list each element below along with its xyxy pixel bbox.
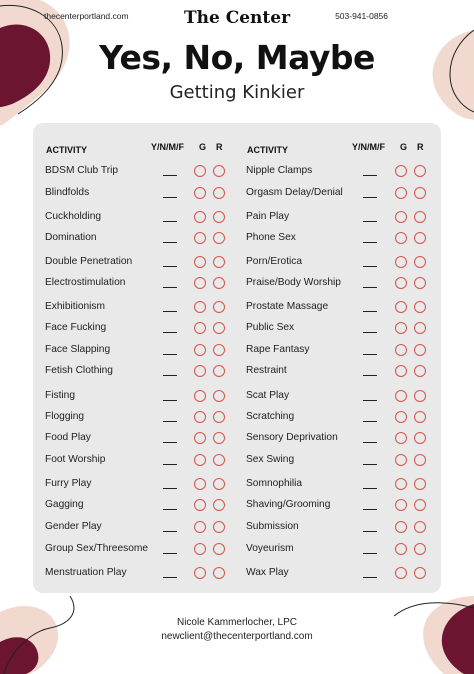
r-checkbox[interactable] — [414, 187, 426, 199]
activity-label: Face Slapping — [45, 344, 111, 355]
activity-label: Praise/Body Worship — [246, 277, 341, 288]
r-checkbox[interactable] — [414, 454, 426, 466]
g-header-left: G — [199, 142, 207, 152]
ynmf-answer-blank[interactable] — [363, 354, 377, 355]
ynmf-answer-blank[interactable] — [363, 266, 377, 267]
activity-label: Prostate Massage — [246, 301, 329, 312]
activity-row-right — [33, 301, 441, 317]
header — [0, 8, 474, 28]
activity-row-right — [33, 365, 441, 381]
activity-label: Food Play — [45, 432, 91, 443]
r-checkbox[interactable] — [414, 211, 426, 223]
activity-row-right — [33, 454, 441, 470]
activity-row-right — [33, 322, 441, 338]
r-checkbox[interactable] — [414, 165, 426, 177]
activity-label: Somnophilia — [246, 478, 303, 489]
ynmf-answer-blank[interactable] — [363, 464, 377, 465]
ynmf-answer-blank[interactable] — [363, 509, 377, 510]
activity-label: Double Penetration — [45, 256, 133, 267]
ynmf-answer-blank[interactable] — [363, 400, 377, 401]
activity-label: Fisting — [45, 390, 76, 401]
activity-label: Sex Swing — [246, 454, 295, 465]
g-checkbox[interactable] — [395, 365, 407, 377]
g-checkbox[interactable] — [395, 411, 407, 423]
activity-row-right — [33, 432, 441, 448]
g-checkbox[interactable] — [395, 478, 407, 490]
decorative-blob-bottom-left — [0, 582, 100, 674]
r-checkbox[interactable] — [414, 322, 426, 334]
r-header-right: R — [417, 142, 424, 152]
g-checkbox[interactable] — [395, 567, 407, 579]
r-checkbox[interactable] — [414, 390, 426, 402]
activity-label: Gagging — [45, 499, 84, 510]
ynmf-answer-blank[interactable] — [363, 287, 377, 288]
activity-label: Scratching — [246, 411, 295, 422]
ynmf-answer-blank[interactable] — [363, 577, 377, 578]
activity-row-right — [33, 256, 441, 272]
activity-row-right — [33, 232, 441, 248]
g-checkbox[interactable] — [395, 211, 407, 223]
activity-label: Nipple Clamps — [246, 165, 313, 176]
activity-header-left: ACTIVITY — [46, 145, 88, 155]
g-checkbox[interactable] — [395, 543, 407, 555]
activity-label: Pain Play — [246, 211, 290, 222]
g-checkbox[interactable] — [395, 322, 407, 334]
g-checkbox[interactable] — [395, 521, 407, 533]
r-checkbox[interactable] — [414, 232, 426, 244]
activity-row-right — [33, 499, 441, 515]
ynmf-answer-blank[interactable] — [363, 531, 377, 532]
r-header-left: R — [216, 142, 223, 152]
page-title: Yes, No, Maybe — [99, 38, 375, 77]
r-checkbox[interactable] — [414, 478, 426, 490]
activity-row-right — [33, 277, 441, 293]
activity-row-right — [33, 478, 441, 494]
ynmf-answer-blank[interactable] — [363, 375, 377, 376]
g-checkbox[interactable] — [395, 344, 407, 356]
r-checkbox[interactable] — [414, 499, 426, 511]
activity-label: Menstruation Play — [45, 567, 127, 578]
activity-row-right — [33, 211, 441, 227]
ynmf-answer-blank[interactable] — [363, 442, 377, 443]
activity-label: Furry Play — [45, 478, 92, 489]
r-checkbox[interactable] — [414, 411, 426, 423]
activity-row-right — [33, 344, 441, 360]
activity-label: Blindfolds — [45, 187, 90, 198]
website-link[interactable]: thecenterportland.com — [44, 11, 129, 21]
r-checkbox[interactable] — [414, 301, 426, 313]
activity-label: Public Sex — [246, 322, 295, 333]
activity-label: Foot Worship — [45, 454, 106, 465]
g-checkbox[interactable] — [395, 432, 407, 444]
r-checkbox[interactable] — [414, 365, 426, 377]
g-checkbox[interactable] — [395, 454, 407, 466]
activity-row-right — [33, 411, 441, 427]
g-checkbox[interactable] — [395, 187, 407, 199]
g-header-right: G — [400, 142, 408, 152]
ynmf-answer-blank[interactable] — [363, 488, 377, 489]
r-checkbox[interactable] — [414, 256, 426, 268]
activity-label: Group Sex/Threesome — [45, 543, 149, 554]
ynmf-answer-blank[interactable] — [363, 421, 377, 422]
activity-row-right — [33, 187, 441, 203]
activity-label: Submission — [246, 521, 299, 532]
g-checkbox[interactable] — [395, 165, 407, 177]
activity-label: Orgasm Delay/Denial — [246, 187, 343, 198]
brand-logo: The Center — [183, 8, 291, 28]
r-checkbox[interactable] — [414, 344, 426, 356]
checklist-card — [33, 123, 441, 593]
activity-row-right — [33, 165, 441, 181]
activity-label: Restraint — [246, 365, 287, 376]
ynmf-answer-blank[interactable] — [363, 332, 377, 333]
activity-label: Fetish Clothing — [45, 365, 113, 376]
activity-label: Face Fucking — [45, 322, 107, 333]
r-checkbox[interactable] — [414, 521, 426, 533]
activity-row-right — [33, 567, 441, 583]
ynmf-answer-blank[interactable] — [363, 197, 377, 198]
activity-label: Flogging — [45, 411, 85, 422]
g-checkbox[interactable] — [395, 499, 407, 511]
footer-email[interactable]: newclient@thecenterportland.com — [161, 631, 313, 642]
ynmf-answer-blank[interactable] — [363, 553, 377, 554]
r-checkbox[interactable] — [414, 277, 426, 289]
ynmf-answer-blank[interactable] — [363, 311, 377, 312]
page-subtitle: Getting Kinkier — [169, 82, 305, 103]
activity-label: BDSM Club Trip — [45, 165, 119, 176]
activity-label: Wax Play — [246, 567, 289, 578]
ynmf-answer-blank[interactable] — [363, 221, 377, 222]
activity-label: Scat Play — [246, 390, 290, 401]
activity-label: Gender Play — [45, 521, 102, 532]
activity-label: Domination — [45, 232, 97, 243]
g-checkbox[interactable] — [395, 256, 407, 268]
r-checkbox[interactable] — [414, 432, 426, 444]
activity-label: Exhibitionism — [45, 301, 106, 312]
activity-label: Porn/Erotica — [246, 256, 303, 267]
activity-header-right: ACTIVITY — [247, 145, 289, 155]
footer-name: Nicole Kammerlocher, LPC — [176, 617, 298, 628]
activity-row-right — [33, 521, 441, 537]
ynmf-answer-blank[interactable] — [363, 242, 377, 243]
phone-number: 503-941-0856 — [335, 11, 388, 21]
activity-label: Sensory Deprivation — [246, 432, 338, 443]
activity-row-right — [33, 390, 441, 406]
ynmf-header-right: Y/N/M/F — [352, 142, 385, 152]
g-checkbox[interactable] — [395, 390, 407, 402]
g-checkbox[interactable] — [395, 277, 407, 289]
activity-label: Voyeurism — [246, 543, 294, 554]
activity-row-right — [33, 543, 441, 559]
activity-label: Phone Sex — [246, 232, 296, 243]
ynmf-header-left: Y/N/M/F — [151, 142, 184, 152]
g-checkbox[interactable] — [395, 301, 407, 313]
activity-label: Rape Fantasy — [246, 344, 310, 355]
activity-label: Shaving/Grooming — [246, 499, 331, 510]
activity-label: Electrostimulation — [45, 277, 126, 288]
r-checkbox[interactable] — [414, 567, 426, 579]
r-checkbox[interactable] — [414, 543, 426, 555]
activity-label: Cuckholding — [45, 211, 102, 222]
ynmf-answer-blank[interactable] — [363, 175, 377, 176]
g-checkbox[interactable] — [395, 232, 407, 244]
